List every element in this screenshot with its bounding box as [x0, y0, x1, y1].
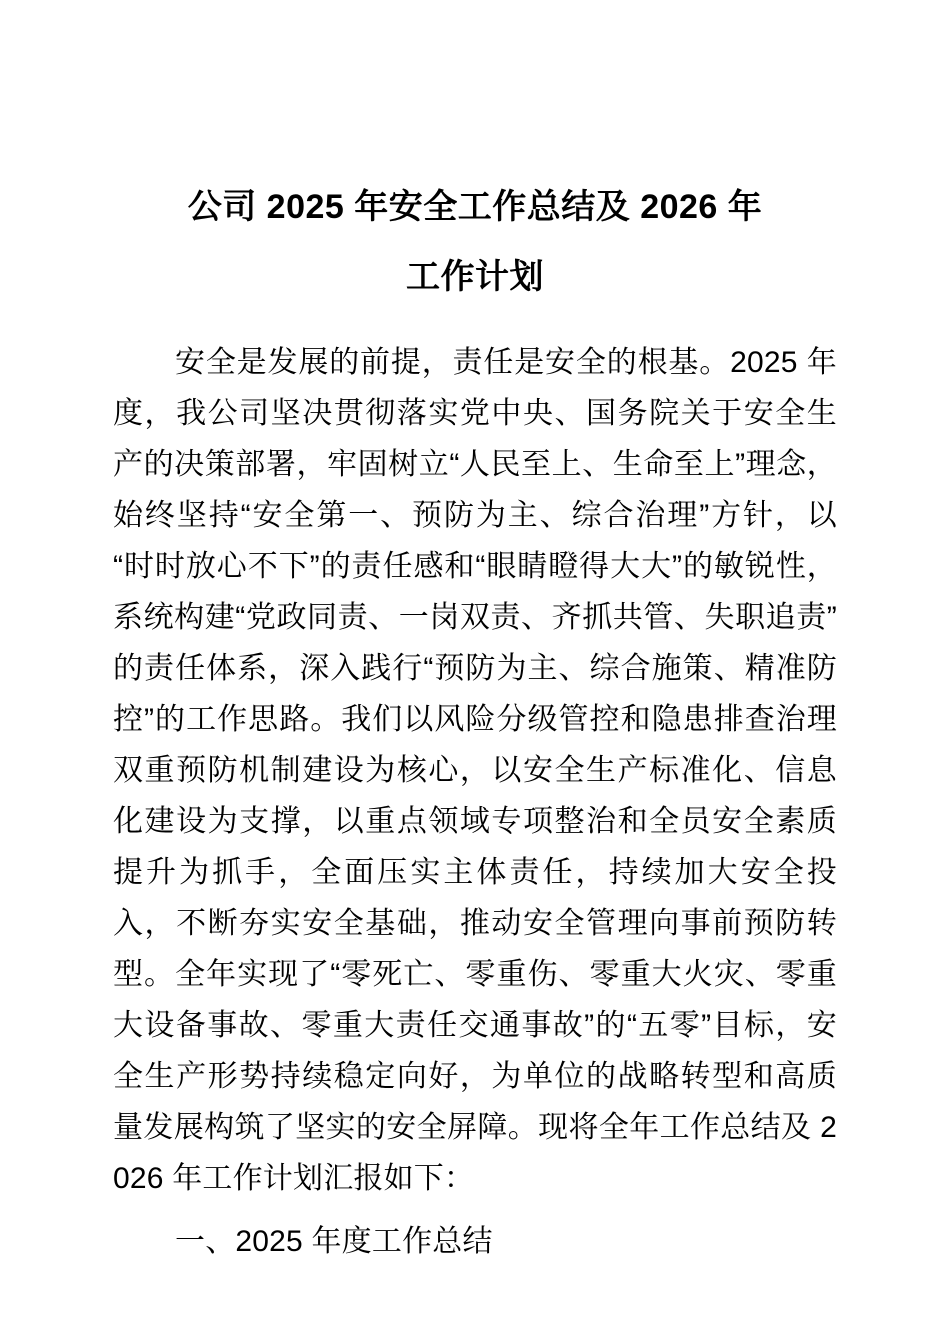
document-title — [113, 0, 837, 312]
section-heading-annual-summary: 一、2025 年度工作总结 — [175, 1225, 493, 1258]
body-paragraph-intro: 安全是发展的前提，责任是安全的根基。2025 年度，我公司坚决贯彻落实党中央、国务院关于安全生产的决策部署，牢固树立“人民至上、生命至上”理念，始终坚持“安全第一、预防为主、综合治理”方针，以“时时放心不下”的责任感和“眼睛瞪得大大”的敏锐性，系统构建“党政同责、一岗双责、齐抓共管、失职追责”的责任体系，深入践行“预防为主、综合施策、精准防控”的工作思路。我们以风险分级管控和隐患排查治理双重预防机制建设为核心，以安全生产标准化、信息化建设为支撑，以重点领域专项整治和全员安全素质提升为抓手，全面压实主体责任，持续加大安全投入，不断夯实安全基础，推动安全管理向事前预防转型。全年实现了“零死亡、零重伤、零重大火灾、零重大设备事故、零重大责任交通事故”的“五零”目标，安全生产形势持续稳定向好，为单位的战略转型和高质量发展构筑了坚实的安全屏障。现将全年工作总结及 2026 年工作计划汇报如下： — [113, 346, 837, 1195]
document-content-area — [113, 0, 837, 1267]
document-title-line-2: 工作计划 — [406, 258, 544, 296]
document-title-line-1: 公司 2025 年安全工作总结及 2026 年 — [187, 188, 763, 226]
document-body — [113, 312, 837, 1204]
